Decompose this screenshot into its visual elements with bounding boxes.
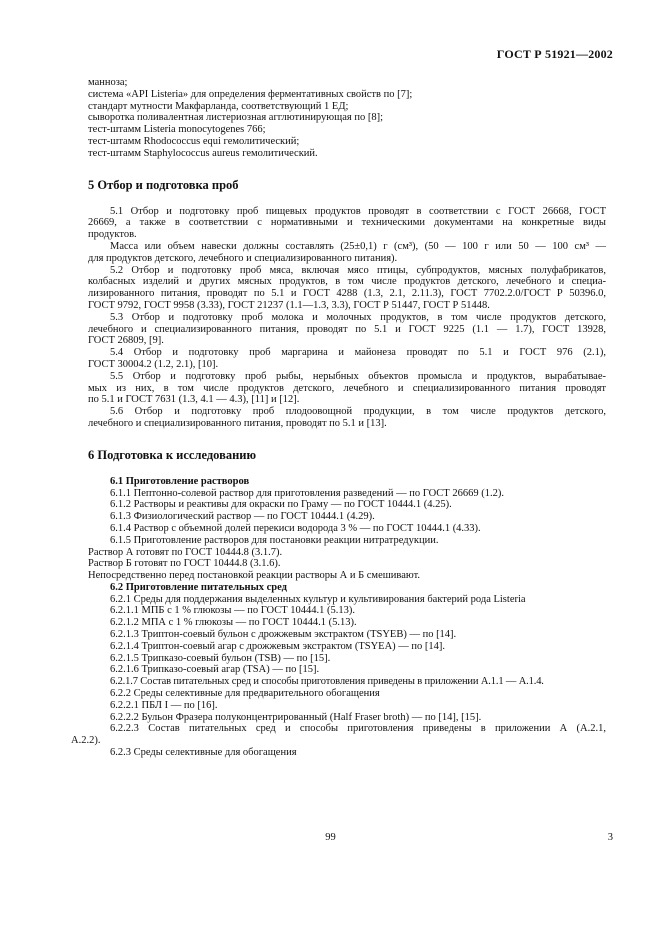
list-item: 6.2.2.2 Бульон Фразера полуконцентрированный (Half Fraser broth) — по [14], [15]. <box>110 711 482 723</box>
paragraph-5-6 <box>88 406 606 430</box>
list-item: 6.2.1 Среды для поддержания выделенных культур и культивирования бактерий рода Listeria <box>110 593 526 605</box>
text-line: мых из них, в том числе продуктов детского, лечебного и специализированного питания проводят <box>88 382 606 394</box>
list-item: сыворотка поливалентная листериозная агглютинирующая по [8]; <box>88 112 383 124</box>
paragraph-5-5 <box>88 371 606 406</box>
text-line: лизированного питания, проводят по 5.1 и ГОСТ 4288 (1.3, 2.1, 2.11.3), ГОСТ 7702.2.0/ГОСТ Р 50396.0, <box>88 288 606 300</box>
list-item: 6.2.3 Среды селективные для обогащения <box>110 747 297 759</box>
text-line: для продуктов детского, лечебного и специализированного питания). <box>88 252 398 264</box>
paragraph-5-4 <box>88 347 606 371</box>
text-line: по 5.1 и ГОСТ 7631 (1.3, 4.1 — 4.3), [11] и [12]. <box>88 394 300 406</box>
list-item: 6.1.3 Физиологический раствор — по ГОСТ 10444.1 (4.29). <box>110 511 375 523</box>
list-item: 6.1.4 Раствор с объемной долей перекиси водорода 3 % — по ГОСТ 10444.1 (4.33). <box>110 522 481 534</box>
list-item: 6.2.1.4 Триптон-соевый агар с дрожжевым экстрактом (TSYEA) — по [14]. <box>110 640 446 652</box>
paragraph-5-2 <box>88 265 606 312</box>
list-item: маннозa; <box>88 77 128 88</box>
text-line: ГОСТ 30004.2 (1.2, 2.1), [10]. <box>88 358 219 370</box>
list-item: стандарт мутности Макфарланда, соответствующий 1 ЕД; <box>88 100 349 112</box>
list-item: тест-штамм Rhodococcus equi гемолитический; <box>88 135 300 147</box>
list-item: 6.2.1.1 МПБ с 1 % глюкозы — по ГОСТ 10444.1 (5.13). <box>110 605 356 617</box>
list-item: 6.1.1 Пептонно-солевой раствор для приготовления разведений — по ГОСТ 26669 (1.2). <box>110 487 504 499</box>
paragraph-5-1 <box>88 206 606 241</box>
list-item: 6.2.1.6 Трипказо-соевый агар (TSA) — по [15]. <box>110 664 320 676</box>
list-item: 6.2.2.1 ПБЛ I — по [16]. <box>110 699 218 711</box>
text-line: 5.4 Отбор и подготовку проб маргарина и майонеза проводят по 5.1 и ГОСТ 976 (2.1), <box>110 347 606 359</box>
text-line: 5.2 Отбор и подготовку проб мяса, включая мясо птицы, субпродуктов, мясных полуфабрикатов, <box>110 264 606 276</box>
text-line: лечебного и специализированного питания, проводят по 5.1 и ГОСТ 9225 (1.1 — 1.7), ГОСТ 13928, <box>88 323 606 335</box>
text-line: 5.3 Отбор и подготовку проб молока и молочных продуктов, в том числе продуктов детского, <box>110 311 606 323</box>
paragraph-5-1-mass <box>88 241 606 265</box>
text-line: А.2.2). <box>71 735 101 747</box>
standard-code: ГОСТ Р 51921—2002 <box>496 47 613 61</box>
paragraph-5-3 <box>88 312 606 347</box>
subsection-6-2-heading: 6.2 Приготовление питательных сред <box>110 581 287 593</box>
text-line: Масса или объем навески должны составлять (25±0,1) г (см³), (50 — 100 г или 50 — 100 см³ — <box>110 240 606 252</box>
subsection-6-1-heading: 6.1 Приготовление растворов <box>110 475 250 487</box>
section-6-heading: 6 Подготовка к исследованию <box>88 447 257 462</box>
page-number-right: 3 <box>607 832 613 843</box>
list-item: Раствор Б готовят по ГОСТ 10444.8 (3.1.6). <box>88 558 281 570</box>
list-item: 6.2.1.3 Триптон-соевый бульон с дрожжевым экстрактом (TSYEB) — по [14]. <box>110 629 457 641</box>
list-item: 6.1.5 Приготовление растворов для постановки реакции нитратредукции. <box>110 534 439 546</box>
list-item: система «API Listeria» для определения ферментативных свойств по [7]; <box>88 88 413 100</box>
text-line: 5.6 Отбор и подготовку проб плодоовощной продукции, в том числе продуктов детского, <box>110 406 606 418</box>
list-item: Раствор А готовят по ГОСТ 10444.8 (3.1.7). <box>88 546 283 558</box>
text-line: 5.5 Отбор и подготовку проб рыбы, нерыбных объектов промысла и продуктов, вырабатывае- <box>110 370 606 382</box>
page-content <box>71 77 606 759</box>
list-item: 6.2.2 Среды селективные для предварительного обогащения <box>110 688 380 700</box>
list-item: Непосредственно перед постановкой реакции растворы А и Б смешивают. <box>88 570 421 582</box>
paragraph-6-2-2-3 <box>71 723 606 747</box>
page-number-center: 99 <box>325 832 336 843</box>
text-line: 6.2.2.3 Состав питательных сред и способы приготовления приведены в приложении А (А.2.1, <box>110 723 606 735</box>
list-item: 6.2.1.5 Трипказо-соевый бульон (TSB) — по [15]. <box>110 652 331 664</box>
text-line: продуктов. <box>88 229 137 241</box>
text-line: ГОСТ 26809, [9]. <box>88 335 164 347</box>
text-line: 26669, а также в соответствии с нормативными и техническими документами на конкретные виды <box>88 217 606 229</box>
text-line: ГОСТ 9792, ГОСТ 9958 (3.33), ГОСТ 21237 (1.1—1.3, 3.3), ГОСТ Р 51447, ГОСТ Р 51448. <box>88 299 490 311</box>
text-line: колбасных изделий и других мясных продуктов, в том числе продуктов детского, лечебного и специа- <box>88 276 606 288</box>
list-item: 6.2.1.7 Состав питательных сред и способы приготовления приведены в приложении А.1.1 — А.1.4. <box>110 676 544 688</box>
list-item: тест-штамм Staphylococcus aureus гемолитический. <box>88 147 318 159</box>
section-5-heading: 5 Отбор и подготовка проб <box>88 177 239 192</box>
list-item: 6.2.1.2 МПА с 1 % глюкозы — по ГОСТ 10444.1 (5.13). <box>110 617 357 629</box>
materials-list <box>88 77 606 160</box>
list-item: 6.1.2 Растворы и реактивы для окраски по Граму — по ГОСТ 10444.1 (4.25). <box>110 499 452 511</box>
list-item: тест-штамм Listeria monocytogenes 766; <box>88 124 266 136</box>
text-line: лечебного и специализированного питания, проводят по 5.1 и [13]. <box>88 417 387 429</box>
text-line: 5.1 Отбор и подготовку проб пищевых продуктов проводят в соответствии с ГОСТ 26668, ГОСТ <box>110 205 606 217</box>
